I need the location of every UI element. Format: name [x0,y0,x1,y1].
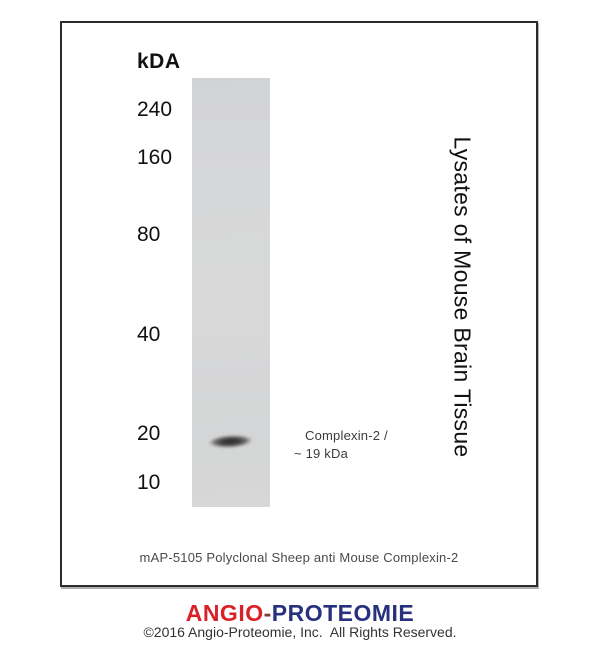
protein-band [208,434,254,450]
mw-marker-80: 80 [137,223,161,246]
brand-proteomie: PROTEOMIE [271,600,415,626]
blot-lane [192,78,270,507]
band-annotation-line1: Complexin-2 / [305,428,388,443]
brand-logo [0,600,600,627]
mw-marker-40: 40 [137,323,161,346]
copyright-line: ©2016 Angio-Proteomie, Inc. All Rights Reserved. [143,624,457,640]
sample-label: Lysates of Mouse Brain Tissue [449,136,476,458]
mw-marker-240: 240 [137,98,173,121]
mw-marker-10: 10 [137,471,161,494]
mw-marker-20: 20 [137,422,161,445]
band-annotation-line2: ~ 19 kDa [294,446,348,461]
brand-hyphen: - [263,600,272,626]
mw-marker-160: 160 [137,146,173,169]
kda-unit-label: kDA [137,50,181,73]
brand-angio: ANGIO [185,600,264,626]
figure-caption: mAP-5105 Polyclonal Sheep anti Mouse Complexin-2 [139,550,459,565]
band-annotation [294,427,388,463]
